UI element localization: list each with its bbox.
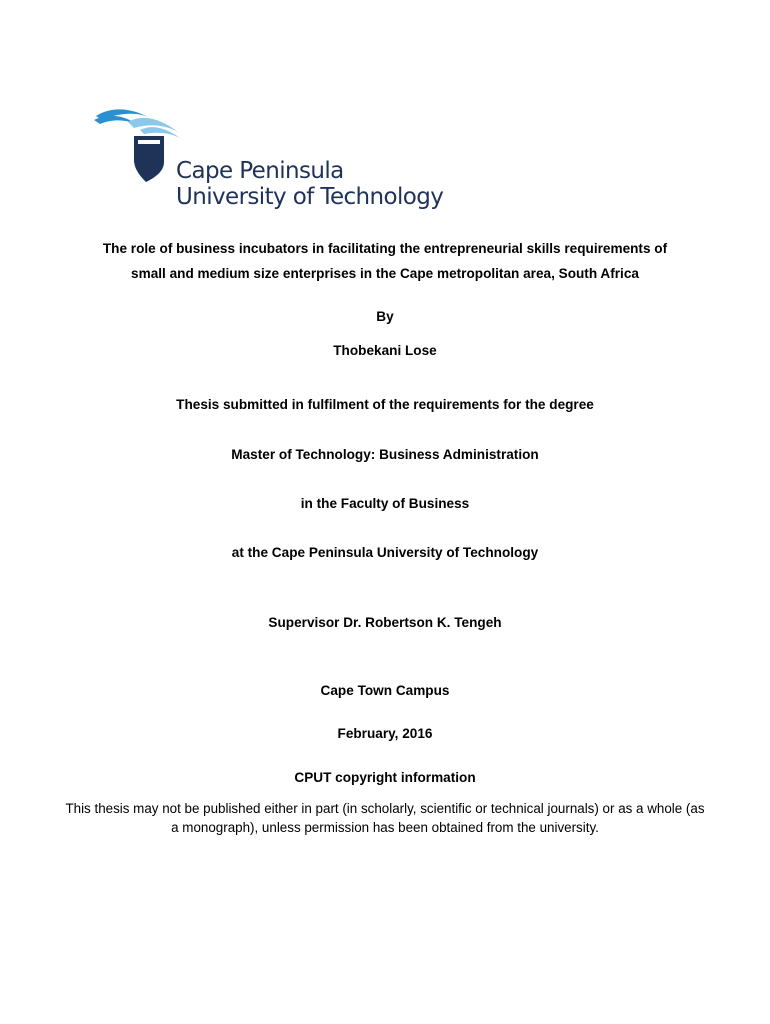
by-label: By [376,309,394,324]
supervisor-name: Supervisor Dr. Robertson K. Tengeh [268,615,502,630]
logo-line-2: University of Technology [176,184,444,210]
copyright-heading: CPUT copyright information [294,770,476,785]
copyright-text: This thesis may not be published either in part (in scholarly, scientific or technical journals) or as a whole (as a monograph), unless permission has been obtained from the university. [65,801,705,835]
university-logo [92,104,444,216]
author-name: Thobekani Lose [333,343,437,358]
cput-emblem-icon [92,104,182,184]
logo-line-1: Cape Peninsula [176,158,344,184]
institution-name: at the Cape Peninsula University of Technology [231,545,539,560]
degree-name: Master of Technology: Business Administration [231,447,539,462]
thesis-statement: Thesis submitted in fulfilment of the requirements for the degree [176,397,594,412]
logo-wordmark [176,158,443,210]
thesis-title-line-1: The role of business incubators in facilitating the entrepreneurial skills requirements of [102,241,668,256]
thesis-title-line-2: small and medium size enterprises in the Cape metropolitan area, South Africa [131,266,639,281]
submission-date: February, 2016 [337,726,433,741]
faculty-name: in the Faculty of Business [300,496,470,511]
campus-name: Cape Town Campus [320,683,450,698]
